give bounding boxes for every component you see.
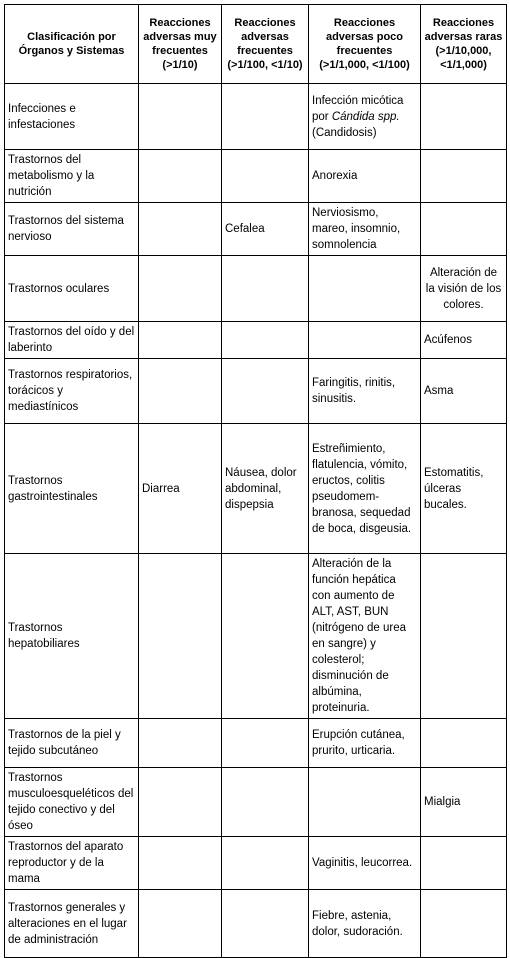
very-frequent-cell (139, 837, 222, 890)
uncommon-italic-text: Cándida spp. (331, 110, 400, 123)
header-frequent: Reacciones adversas frecuentes (>1/100, <1/10) (222, 5, 309, 84)
organ-cell: Trastornos musculoesqueléticos del tejido conectivo y del óseo (5, 768, 139, 837)
very-frequent-cell (139, 719, 222, 768)
table-row (5, 890, 507, 958)
uncommon-cell: Anorexia (309, 150, 421, 203)
frequent-cell (222, 890, 309, 958)
organ-cell: Trastornos oculares (5, 256, 139, 322)
rare-cell (421, 554, 507, 719)
header-rare: Reacciones adversas raras (>1/10,000, <1/1,000) (421, 5, 507, 84)
table-row (5, 719, 507, 768)
uncommon-cell: Erupción cutánea, prurito, urticaria. (309, 719, 421, 768)
uncommon-cell (309, 322, 421, 359)
frequent-cell (222, 837, 309, 890)
very-frequent-cell (139, 256, 222, 322)
uncommon-cell (309, 768, 421, 837)
very-frequent-cell (139, 84, 222, 150)
organ-cell: Trastornos del sistema nervioso (5, 203, 139, 256)
frequent-cell: Náusea, dolor abdominal, dispepsia (222, 424, 309, 554)
uncommon-cell: Vaginitis, leucorrea. (309, 837, 421, 890)
very-frequent-cell (139, 150, 222, 203)
frequent-cell (222, 359, 309, 424)
header-uncommon: Reacciones adversas poco frecuentes (>1/1,000, <1/100) (309, 5, 421, 84)
table-row (5, 424, 507, 554)
organ-cell: Trastornos del aparato reproductor y de la mama (5, 837, 139, 890)
organ-cell: Trastornos generales y alteraciones en el lugar de administración (5, 890, 139, 958)
rare-cell (421, 837, 507, 890)
organ-cell: Trastornos de la piel y tejido subcutáneo (5, 719, 139, 768)
table-row (5, 203, 507, 256)
very-frequent-cell: Diarrea (139, 424, 222, 554)
table-row (5, 768, 507, 837)
frequent-cell (222, 554, 309, 719)
uncommon-text-post: (Candidosis) (312, 126, 377, 139)
table-row (5, 359, 507, 424)
table-row (5, 322, 507, 359)
uncommon-cell: Estreñimiento, flatulencia, vómito, eructos, colitis pseudomem-branosa, sequedad de boca, disgeusia. (309, 424, 421, 554)
rare-cell: Alteración de la visión de los colores. (421, 256, 507, 322)
very-frequent-cell (139, 554, 222, 719)
very-frequent-cell (139, 890, 222, 958)
header-organ-classification: Clasificación por Órganos y Sistemas (5, 5, 139, 84)
adverse-reactions-table (4, 4, 507, 958)
organ-cell: Infecciones e infestaciones (5, 84, 139, 150)
uncommon-cell: Nerviosismo, mareo, insomnio, somnolencia (309, 203, 421, 256)
rare-cell (421, 150, 507, 203)
table-row (5, 554, 507, 719)
organ-cell: Trastornos hepatobiliares (5, 554, 139, 719)
uncommon-cell (309, 256, 421, 322)
rare-cell: Asma (421, 359, 507, 424)
rare-cell: Estomatitis, úlceras bucales. (421, 424, 507, 554)
rare-cell (421, 890, 507, 958)
very-frequent-cell (139, 768, 222, 837)
rare-cell (421, 719, 507, 768)
rare-cell: Mialgia (421, 768, 507, 837)
very-frequent-cell (139, 322, 222, 359)
frequent-cell (222, 256, 309, 322)
organ-cell: Trastornos del oído y del laberinto (5, 322, 139, 359)
table-row (5, 837, 507, 890)
table-row (5, 84, 507, 150)
uncommon-text: Infección micótica por (312, 94, 404, 123)
organ-cell: Trastornos gastrointestinales (5, 424, 139, 554)
frequent-cell (222, 768, 309, 837)
organ-cell: Trastornos del metabolismo y la nutrición (5, 150, 139, 203)
uncommon-cell: Alteración de la función hepática con aumento de ALT, AST, BUN (nitrógeno de urea en sangre) y colesterol; disminución de albúmina, proteinuria. (309, 554, 421, 719)
very-frequent-cell (139, 203, 222, 256)
rare-cell (421, 203, 507, 256)
frequent-cell (222, 719, 309, 768)
frequent-cell (222, 84, 309, 150)
very-frequent-cell (139, 359, 222, 424)
table-row (5, 256, 507, 322)
rare-cell (421, 84, 507, 150)
table-header-row (5, 5, 507, 84)
frequent-cell (222, 150, 309, 203)
frequent-cell: Cefalea (222, 203, 309, 256)
uncommon-cell: Fiebre, astenia, dolor, sudoración. (309, 890, 421, 958)
uncommon-cell: Faringitis, rinitis, sinusitis. (309, 359, 421, 424)
table-row (5, 150, 507, 203)
uncommon-cell (309, 84, 421, 150)
frequent-cell (222, 322, 309, 359)
organ-cell: Trastornos respiratorios, torácicos y mediastínicos (5, 359, 139, 424)
header-very-frequent: Reacciones adversas muy frecuentes (>1/10) (139, 5, 222, 84)
rare-cell: Acúfenos (421, 322, 507, 359)
